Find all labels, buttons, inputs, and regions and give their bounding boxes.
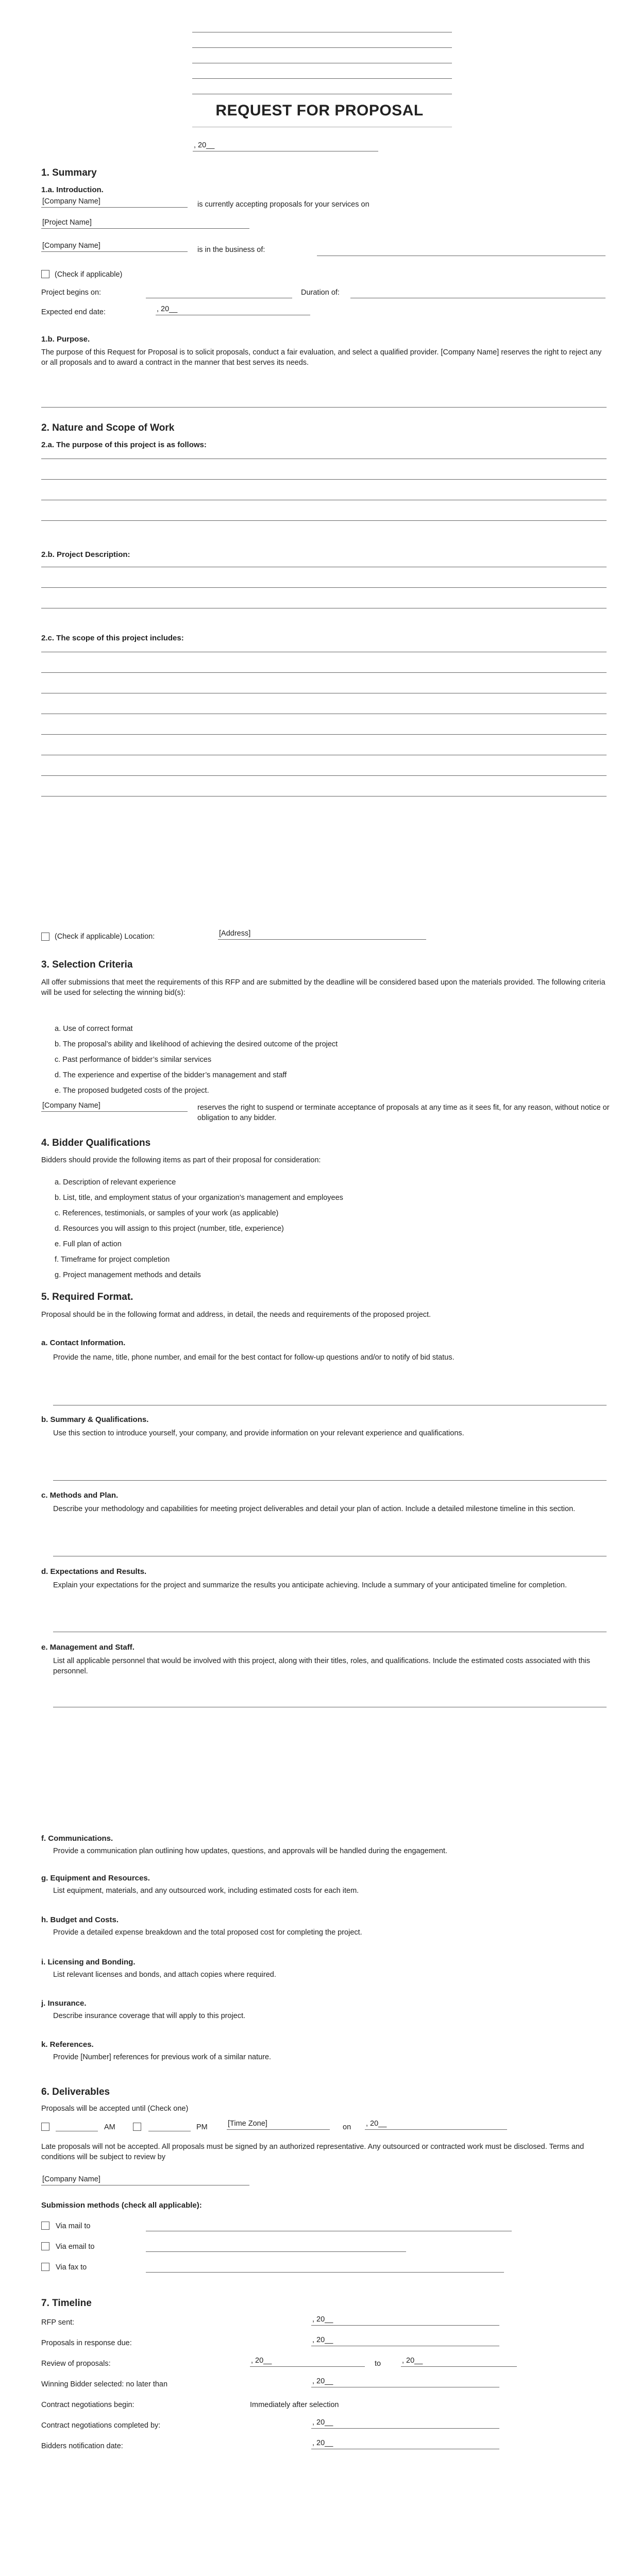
answer-line[interactable] bbox=[41, 672, 607, 673]
budget-heading: h. Budget and Costs. bbox=[41, 1916, 119, 1924]
timeline-date-field[interactable]: , 20__ bbox=[311, 2418, 499, 2429]
qualification-item: b. List, title, and employment status of your organization’s management and employees bbox=[55, 1194, 343, 1202]
project-name-field[interactable]: [Project Name] bbox=[41, 218, 249, 229]
licensing-heading: i. Licensing and Bonding. bbox=[41, 1958, 136, 1967]
review-to-label: to bbox=[375, 2360, 381, 2368]
timeline-label: Contract negotiations completed by: bbox=[41, 2421, 161, 2430]
qualifications-intro: Bidders should provide the following items as part of their proposal for consideration: bbox=[41, 1156, 321, 1164]
insurance-text: Describe insurance coverage that will apply to this project. bbox=[53, 2012, 246, 2020]
timeline-label: Proposals in response due: bbox=[41, 2339, 132, 2347]
qualification-item: a. Description of relevant experience bbox=[55, 1178, 176, 1187]
qualification-item: g. Project management methods and details bbox=[55, 1271, 201, 1279]
accepted-until-text: Proposals will be accepted until (Check one) bbox=[41, 2105, 189, 2113]
management-staff-heading: e. Management and Staff. bbox=[41, 1643, 134, 1652]
communications-heading: f. Communications. bbox=[41, 1834, 113, 1843]
via-email-checkbox[interactable] bbox=[41, 2242, 49, 2250]
qualification-item: c. References, testimonials, or samples of your work (as applicable) bbox=[55, 1209, 279, 1217]
timeline-label: RFP sent: bbox=[41, 2318, 75, 2327]
am-label: AM bbox=[104, 2123, 115, 2131]
section-2a-heading: 2.a. The purpose of this project is as follows: bbox=[41, 440, 207, 449]
deadline-date-field[interactable]: , 20__ bbox=[365, 2120, 507, 2130]
criteria-item: e. The proposed budgeted costs of the project. bbox=[55, 1087, 209, 1095]
criteria-item: d. The experience and expertise of the bidder’s management and staff bbox=[55, 1071, 287, 1079]
via-mail-label: Via mail to bbox=[56, 2222, 91, 2230]
purpose-line[interactable] bbox=[41, 407, 607, 408]
company-name-field-2[interactable]: [Company Name] bbox=[41, 242, 188, 252]
answer-line[interactable] bbox=[41, 775, 607, 776]
duration-label: Duration of: bbox=[301, 289, 340, 297]
expectations-heading: d. Expectations and Results. bbox=[41, 1567, 147, 1576]
timeline-label: Bidders notification date: bbox=[41, 2442, 123, 2450]
expected-end-field[interactable]: , 20__ bbox=[156, 305, 310, 315]
project-begins-label: Project begins on: bbox=[41, 289, 102, 297]
criteria-item: b. The proposal’s ability and likelihood of achieving the desired outcome of the project bbox=[55, 1040, 338, 1048]
negotiations-begin-value: Immediately after selection bbox=[250, 2401, 339, 2409]
references-heading: k. References. bbox=[41, 2040, 94, 2049]
answer-line[interactable] bbox=[41, 734, 607, 735]
section-3-heading: 3. Selection Criteria bbox=[41, 959, 133, 970]
via-fax-label: Via fax to bbox=[56, 2263, 87, 2272]
section-5-heading: 5. Required Format. bbox=[41, 1292, 133, 1302]
timeline-date-field[interactable]: , 20__ bbox=[311, 2439, 499, 2449]
criteria-item: c. Past performance of bidder’s similar services bbox=[55, 1056, 212, 1064]
via-email-label: Via email to bbox=[56, 2243, 95, 2251]
equipment-heading: g. Equipment and Resources. bbox=[41, 1874, 150, 1883]
summary-qualifications-text: Use this section to introduce yourself, your company, and provide information on your relevant experience and qualifications. bbox=[53, 1429, 464, 1437]
on-label: on bbox=[343, 2123, 351, 2131]
page-title: REQUEST FOR PROPOSAL bbox=[215, 102, 424, 119]
management-staff-text: List all applicable personnel that would be involved with this project, along with their titles, roles, and qualifications. Include the estimated costs associated with this personnel. bbox=[53, 1657, 591, 1675]
answer-line[interactable] bbox=[41, 479, 607, 480]
accepting-text: is currently accepting proposals for your services on bbox=[197, 200, 369, 209]
submission-methods-heading: Submission methods (check all applicable): bbox=[41, 2201, 202, 2210]
qualification-item: f. Timeframe for project completion bbox=[55, 1256, 170, 1264]
reserves-text: reserves the right to suspend or terminate acceptance of proposals at any time as it sees fit, for any reason, without notice or obligation to any bidder. bbox=[197, 1104, 610, 1122]
budget-text: Provide a detailed expense breakdown and the total proposed cost for completing the project. bbox=[53, 1928, 362, 1937]
review-end-field[interactable]: , 20__ bbox=[401, 2357, 517, 2367]
section-4-heading: 4. Bidder Qualifications bbox=[41, 1138, 151, 1148]
equipment-text: List equipment, materials, and any outsourced work, including estimated costs for each item. bbox=[53, 1887, 359, 1895]
via-fax-field[interactable] bbox=[146, 2272, 504, 2273]
company-name-field[interactable]: [Company Name] bbox=[41, 197, 188, 208]
references-text: Provide [Number] references for previous work of a similar nature. bbox=[53, 2053, 272, 2061]
contact-info-text: Provide the name, title, phone number, and email for the best contact for follow-up questions and/or to notify of bid status. bbox=[53, 1353, 455, 1362]
timeline-label: Contract negotiations begin: bbox=[41, 2401, 134, 2409]
header-line-2[interactable] bbox=[192, 47, 452, 48]
intro-heading: 1.a. Introduction. bbox=[41, 185, 104, 194]
summary-qualifications-heading: b. Summary & Qualifications. bbox=[41, 1415, 149, 1424]
date-field[interactable]: , 20__ bbox=[193, 141, 378, 151]
section-6-heading: 6. Deliverables bbox=[41, 2087, 110, 2097]
licensing-text: List relevant licenses and bonds, and attach copies where required. bbox=[53, 1971, 276, 1979]
am-checkbox[interactable] bbox=[41, 2123, 49, 2131]
location-checkbox[interactable] bbox=[41, 933, 49, 941]
answer-line[interactable] bbox=[41, 520, 607, 521]
section-7-heading: 7. Timeline bbox=[41, 2298, 92, 2309]
timeline-label: Review of proposals: bbox=[41, 2360, 111, 2368]
company-name-field-4[interactable]: [Company Name] bbox=[41, 2175, 249, 2185]
communications-text: Provide a communication plan outlining how updates, questions, and approvals will be handled during the engagement. bbox=[53, 1847, 447, 1855]
pm-label: PM bbox=[196, 2123, 208, 2131]
qualification-item: e. Full plan of action bbox=[55, 1240, 122, 1248]
time-zone-field[interactable]: [Time Zone] bbox=[227, 2120, 330, 2130]
section-2-heading: 2. Nature and Scope of Work bbox=[41, 422, 175, 433]
answer-line[interactable] bbox=[53, 1480, 607, 1481]
address-field[interactable]: [Address] bbox=[218, 929, 426, 940]
timeline-date-field[interactable]: , 20__ bbox=[311, 2377, 499, 2387]
selection-intro: All offer submissions that meet the requirements of this RFP and are submitted by the deadline will be considered based upon the materials provided. The following criteria will be used for selecting the winning bid(s): bbox=[41, 978, 606, 997]
format-intro: Proposal should be in the following format and address, in detail, the needs and requirements of the proposed project. bbox=[41, 1311, 431, 1319]
timeline-label: Winning Bidder selected: no later than bbox=[41, 2380, 168, 2388]
answer-line[interactable] bbox=[41, 587, 607, 588]
expectations-text: Explain your expectations for the project and summarize the results you anticipate achieving. Include a summary of your anticipated timeline for completion. bbox=[53, 1581, 567, 1589]
business-text: is in the business of: bbox=[197, 246, 265, 254]
location-label: (Check if applicable) Location: bbox=[55, 933, 155, 941]
late-proposals-text: Late proposals will not be accepted. All proposals must be signed by an authorized representative. Any outsourced or contracted work must be disclosed. Terms and conditions will be subject to review by bbox=[41, 2143, 584, 2161]
contact-info-heading: a. Contact Information. bbox=[41, 1338, 126, 1347]
company-name-field-3[interactable]: [Company Name] bbox=[41, 1101, 188, 1112]
timeline-date-field[interactable]: , 20__ bbox=[311, 2315, 499, 2326]
timeline-date-field[interactable]: , 20__ bbox=[311, 2336, 499, 2346]
section-2b-heading: 2.b. Project Description: bbox=[41, 550, 130, 559]
purpose-text: The purpose of this Request for Proposal is to solicit proposals, conduct a fair evaluation, and select a qualified provider. [Company Name] reserves the right to reject any or all proposals and to award a contract in the manner that best serves its needs. bbox=[41, 348, 602, 367]
review-start-field[interactable]: , 20__ bbox=[250, 2357, 365, 2367]
methods-plan-text: Describe your methodology and capabilities for meeting project deliverables and detail your plan of action. Include a detailed milestone timeline in this section. bbox=[53, 1505, 576, 1513]
via-email-field[interactable] bbox=[146, 2251, 406, 2252]
via-fax-checkbox[interactable] bbox=[41, 2263, 49, 2271]
header-line-4[interactable] bbox=[192, 78, 452, 79]
pm-checkbox[interactable] bbox=[133, 2123, 141, 2131]
qualification-item: d. Resources you will assign to this project (number, title, experience) bbox=[55, 1225, 284, 1233]
purpose-heading: 1.b. Purpose. bbox=[41, 335, 90, 344]
via-mail-checkbox[interactable] bbox=[41, 2222, 49, 2230]
check-applicable-checkbox[interactable] bbox=[41, 270, 49, 278]
methods-plan-heading: c. Methods and Plan. bbox=[41, 1491, 119, 1500]
criteria-item: a. Use of correct format bbox=[55, 1025, 133, 1033]
check-applicable-label: (Check if applicable) bbox=[55, 270, 123, 279]
section-2c-heading: 2.c. The scope of this project includes: bbox=[41, 634, 184, 642]
expected-end-label: Expected end date: bbox=[41, 308, 106, 316]
insurance-heading: j. Insurance. bbox=[41, 1999, 87, 2008]
section-1-heading: 1. Summary bbox=[41, 167, 97, 178]
